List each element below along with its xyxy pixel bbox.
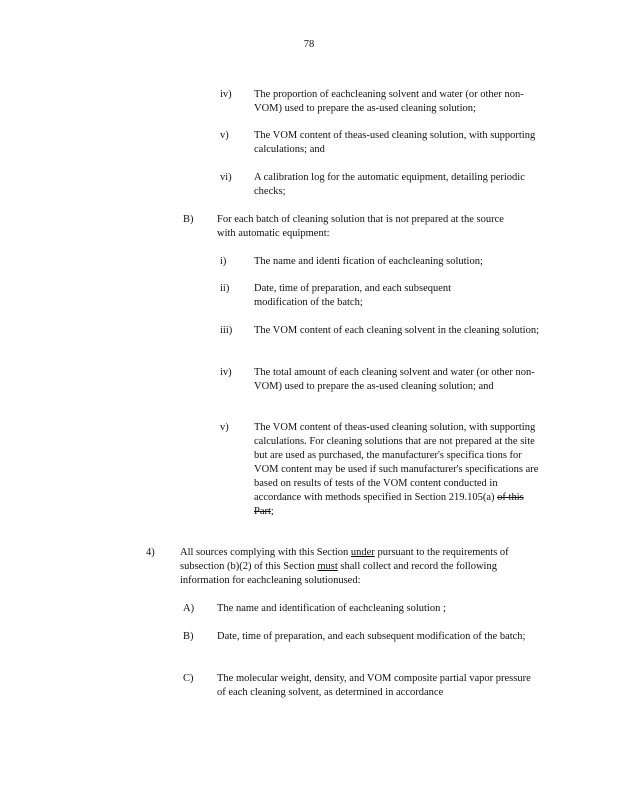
item-text: The VOM content of theas-used cleaning solution, with supporting calculations; and (254, 130, 536, 155)
section-text (180, 546, 536, 588)
item-label: iii) (220, 325, 233, 336)
inserted-text: must (317, 561, 338, 572)
item-text: Date, time of preparation, and each subsequent modification of the batch; (217, 631, 526, 642)
item-text: A calibration log for the automatic equipment, detailing periodic checks; (254, 172, 525, 197)
item-label: i) (220, 256, 227, 267)
item-text-main: The VOM content of theas-used cleaning solution, with supporting calculations. For cleaning solutions that are not prepared at the site but are used as purchased, the manufacturer's specifica tions for VOM content may be used if such manufacturer's specifications are based on results of tests of the VOM content conducted in accordance with methods specified in Section 219.105(a) (254, 422, 539, 503)
section-text-part: shall collect and record the following information for eachcleaning solutionused: (180, 561, 497, 586)
item-text: The molecular weight, density, and VOM composite partial vapor pressure of each cleaning solvent, as determined in accordance (217, 673, 531, 698)
section-label: 4) (146, 547, 155, 558)
underlined-text: under (350, 547, 375, 558)
item-text: The name and identi fication of eachcleaning solution; (254, 256, 483, 267)
item-text: Date, time of preparation, and each subsequent modification of the batch; (254, 283, 452, 308)
item-text: The proportion of eachcleaning solvent and water (or other non-VOM) used to prepare the as-used cleaning solution; (254, 89, 524, 114)
item-label: vi) (220, 172, 232, 183)
section-text-part: All sources complying with this Section (180, 547, 349, 558)
item-label: iv) (220, 89, 232, 100)
page-number: 78 (303, 39, 315, 50)
section-text: For each batch of cleaning solution that is not prepared at the source with automatic equipment: (217, 214, 504, 239)
item-label: v) (220, 130, 229, 141)
item-text-end: ; (270, 506, 274, 517)
section-text-part: pursuant to the requirements of subsection (b)(2) of this Section (180, 547, 509, 572)
item-text (254, 421, 540, 519)
item-text: The VOM content of each cleaning solvent in the cleaning solution; (254, 325, 539, 336)
item-text: The name and identification of eachcleaning solution ; (217, 603, 446, 614)
section-label: B) (183, 214, 194, 225)
struck-text: of this Part (254, 492, 524, 517)
item-label: C) (183, 673, 194, 684)
item-label: B) (183, 631, 194, 642)
item-label: ii) (220, 283, 230, 294)
item-text: The total amount of each cleaning solvent and water (or other non-VOM) used to prepare the as-used cleaning solution; and (254, 367, 535, 392)
item-label: iv) (220, 367, 232, 378)
item-label: A) (183, 603, 195, 614)
item-label: v) (220, 422, 229, 433)
